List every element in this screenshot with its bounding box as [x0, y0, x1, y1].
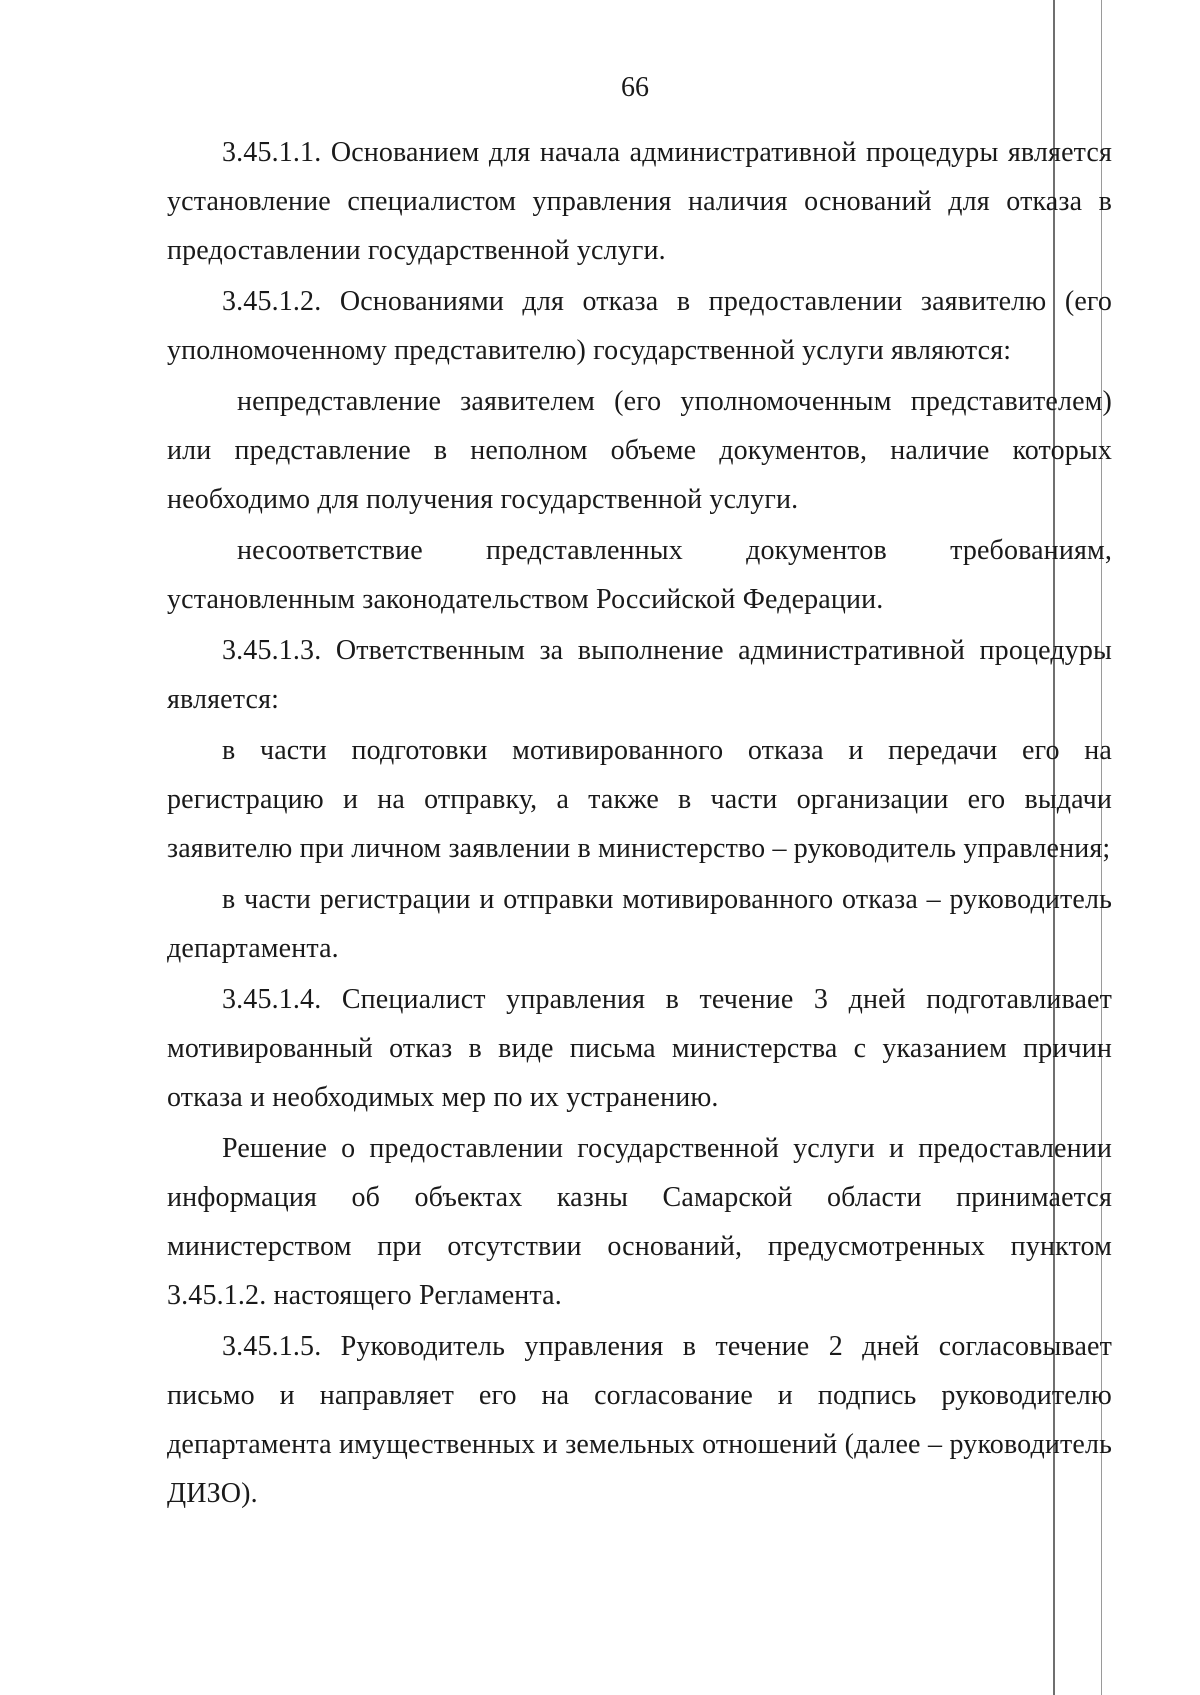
- page-number: 66: [621, 72, 649, 103]
- paragraph-responsible-department: в части регистрации и отправки мотивированного отказа – руководитель департамента.: [167, 884, 1112, 964]
- document-body: [167, 128, 1112, 1518]
- paragraph-3-45-1-5: 3.45.1.5. Руководитель управления в течение 2 дней согласовывает письмо и направляет его на согласование и подпись руководителю департамента имущественных и земельных отношений (далее – руководитель ДИЗО).: [167, 1331, 1112, 1509]
- paragraph-ground-non-submission: непредставление заявителем (его уполномоченным представителем) или представление в неполном объеме документов, наличие которых необходимо для получения государственной услуги.: [167, 386, 1112, 515]
- paragraph-ground-non-compliance: несоответствие представленных документов требованиям, установленным законодательством Российской Федерации.: [167, 535, 1112, 615]
- paragraph-decision: Решение о предоставлении государственной услуги и предоставлении информация об объектах казны Самарской области принимается министерством при отсутствии оснований, предусмотренных пунктом 3.45.1.2. настоящего Регламента.: [167, 1133, 1112, 1311]
- paragraph-responsible-management: в части подготовки мотивированного отказа и передачи его на регистрацию и на отправку, а также в части организации его выдачи заявителю при личном заявлении в министерство – руководитель управления;: [167, 735, 1112, 864]
- paragraph-3-45-1-1: 3.45.1.1. Основанием для начала административной процедуры является установление специалистом управления наличия оснований для отказа в предоставлении государственной услуги.: [167, 137, 1112, 266]
- paragraph-3-45-1-2: 3.45.1.2. Основаниями для отказа в предоставлении заявителю (его уполномоченному представителю) государственной услуги являются:: [167, 286, 1112, 366]
- paragraph-3-45-1-3: 3.45.1.3. Ответственным за выполнение административной процедуры является:: [167, 635, 1112, 715]
- paragraph-3-45-1-4: 3.45.1.4. Специалист управления в течение 3 дней подготавливает мотивированный отказ в виде письма министерства с указанием причин отказа и необходимых мер по их устранению.: [167, 984, 1112, 1113]
